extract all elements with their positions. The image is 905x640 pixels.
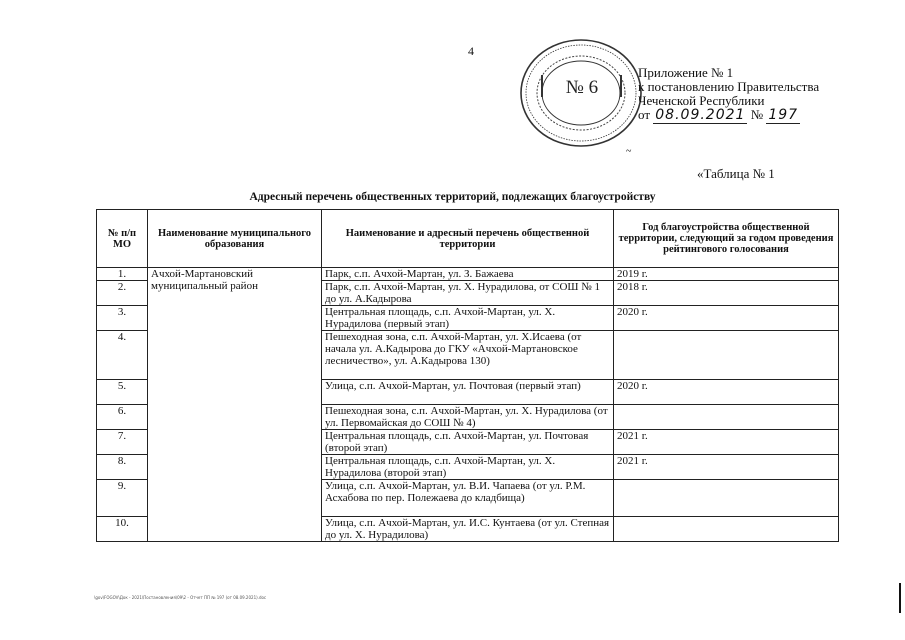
table-row xyxy=(97,268,839,281)
row-number: 2. xyxy=(97,281,148,306)
annex-date-line xyxy=(638,108,868,122)
year-cell xyxy=(614,405,839,430)
year-cell: 2021 г. xyxy=(614,455,839,480)
territory-cell: Парк, с.п. Ачхой-Мартан, ул. З. Бажаева xyxy=(322,268,614,281)
margin-mark xyxy=(899,583,901,613)
number-prefix: № xyxy=(750,107,764,122)
official-seal xyxy=(517,37,645,149)
year-cell: 2021 г. xyxy=(614,430,839,455)
annex-line-2: к постановлению Правительства xyxy=(638,79,820,94)
seal-number: № 6 xyxy=(565,77,599,98)
row-number: 4. xyxy=(97,331,148,380)
territory-cell: Улица, с.п. Ачхой-Мартан, ул. И.С. Кунтаева (от ул. Степная до ул. Х. Нурадилова) xyxy=(322,517,614,542)
date-prefix: от xyxy=(638,107,651,122)
year-cell: 2020 г. xyxy=(614,306,839,331)
header-municipality: Наименование муниципального образования xyxy=(148,210,322,268)
table-label: «Таблица № 1 xyxy=(697,166,775,181)
year-cell: 2019 г. xyxy=(614,268,839,281)
annex-line-3: Чеченской Республики xyxy=(638,93,765,108)
table-header-row xyxy=(97,210,839,268)
territory-cell: Пешеходная зона, с.п. Ачхой-Мартан, ул. Х.Исаева (от начала ул. А.Кадырова до ГКУ «Ачхой-Мартановское лесничество», ул. А.Кадырова 130) xyxy=(322,331,614,380)
territory-cell: Улица, с.п. Ачхой-Мартан, ул. В.И. Чапаева (от ул. Р.М. Асхабова по пер. Полежаева до кладбища) xyxy=(322,480,614,517)
row-number: 10. xyxy=(97,517,148,542)
row-number: 7. xyxy=(97,430,148,455)
year-cell: 2018 г. xyxy=(614,281,839,306)
page-number: 4 xyxy=(468,44,474,58)
territory-cell: Центральная площадь, с.п. Ачхой-Мартан, ул. Х. Нурадилова (второй этап) xyxy=(322,455,614,480)
tilde-mark: ~ xyxy=(626,146,632,157)
territory-cell: Пешеходная зона, с.п. Ачхой-Мартан, ул. Х. Нурадилова (от ул. Первомайская до СОШ № 4) xyxy=(322,405,614,430)
year-cell xyxy=(614,517,839,542)
annex-line-1: Приложение № 1 xyxy=(638,65,734,80)
territory-cell: Парк, с.п. Ачхой-Мартан, ул. Х. Нурадилова, от СОШ № 1 до ул. А.Кадырова xyxy=(322,281,614,306)
decree-number: 197 xyxy=(768,107,799,123)
territory-cell: Центральная площадь, с.п. Ачхой-Мартан, ул. Почтовая (второй этап) xyxy=(322,430,614,455)
row-number: 5. xyxy=(97,380,148,405)
year-cell: 2020 г. xyxy=(614,380,839,405)
decree-date: 08.09.2021 xyxy=(655,107,746,123)
row-number: 6. xyxy=(97,405,148,430)
row-number: 9. xyxy=(97,480,148,517)
territory-cell: Центральная площадь, с.п. Ачхой-Мартан, ул. Х. Нурадилова (первый этап) xyxy=(322,306,614,331)
file-path-footer: \gov\FOGOV\Док - 2021\Постановления\09\2 - Отчет ПП № 197 (от 08.09.2021).doc xyxy=(94,595,267,600)
header-territory: Наименование и адресный перечень общественной территории xyxy=(322,210,614,268)
territory-cell: Улица, с.п. Ачхой-Мартан, ул. Почтовая (первый этап) xyxy=(322,380,614,405)
header-year: Год благоустройства общественной территории, следующий за годом проведения рейтингового голосования xyxy=(614,210,839,268)
annex-block xyxy=(638,66,868,122)
municipality-cell: Ачхой-Мартановский муниципальный район xyxy=(148,268,322,542)
row-number: 8. xyxy=(97,455,148,480)
document-title: Адресный перечень общественных территорий, подлежащих благоустройству xyxy=(249,191,656,203)
row-number: 1. xyxy=(97,268,148,281)
header-number: № п/п МО xyxy=(97,210,148,268)
territory-table xyxy=(96,209,839,542)
year-cell xyxy=(614,480,839,517)
year-cell xyxy=(614,331,839,380)
row-number: 3. xyxy=(97,306,148,331)
